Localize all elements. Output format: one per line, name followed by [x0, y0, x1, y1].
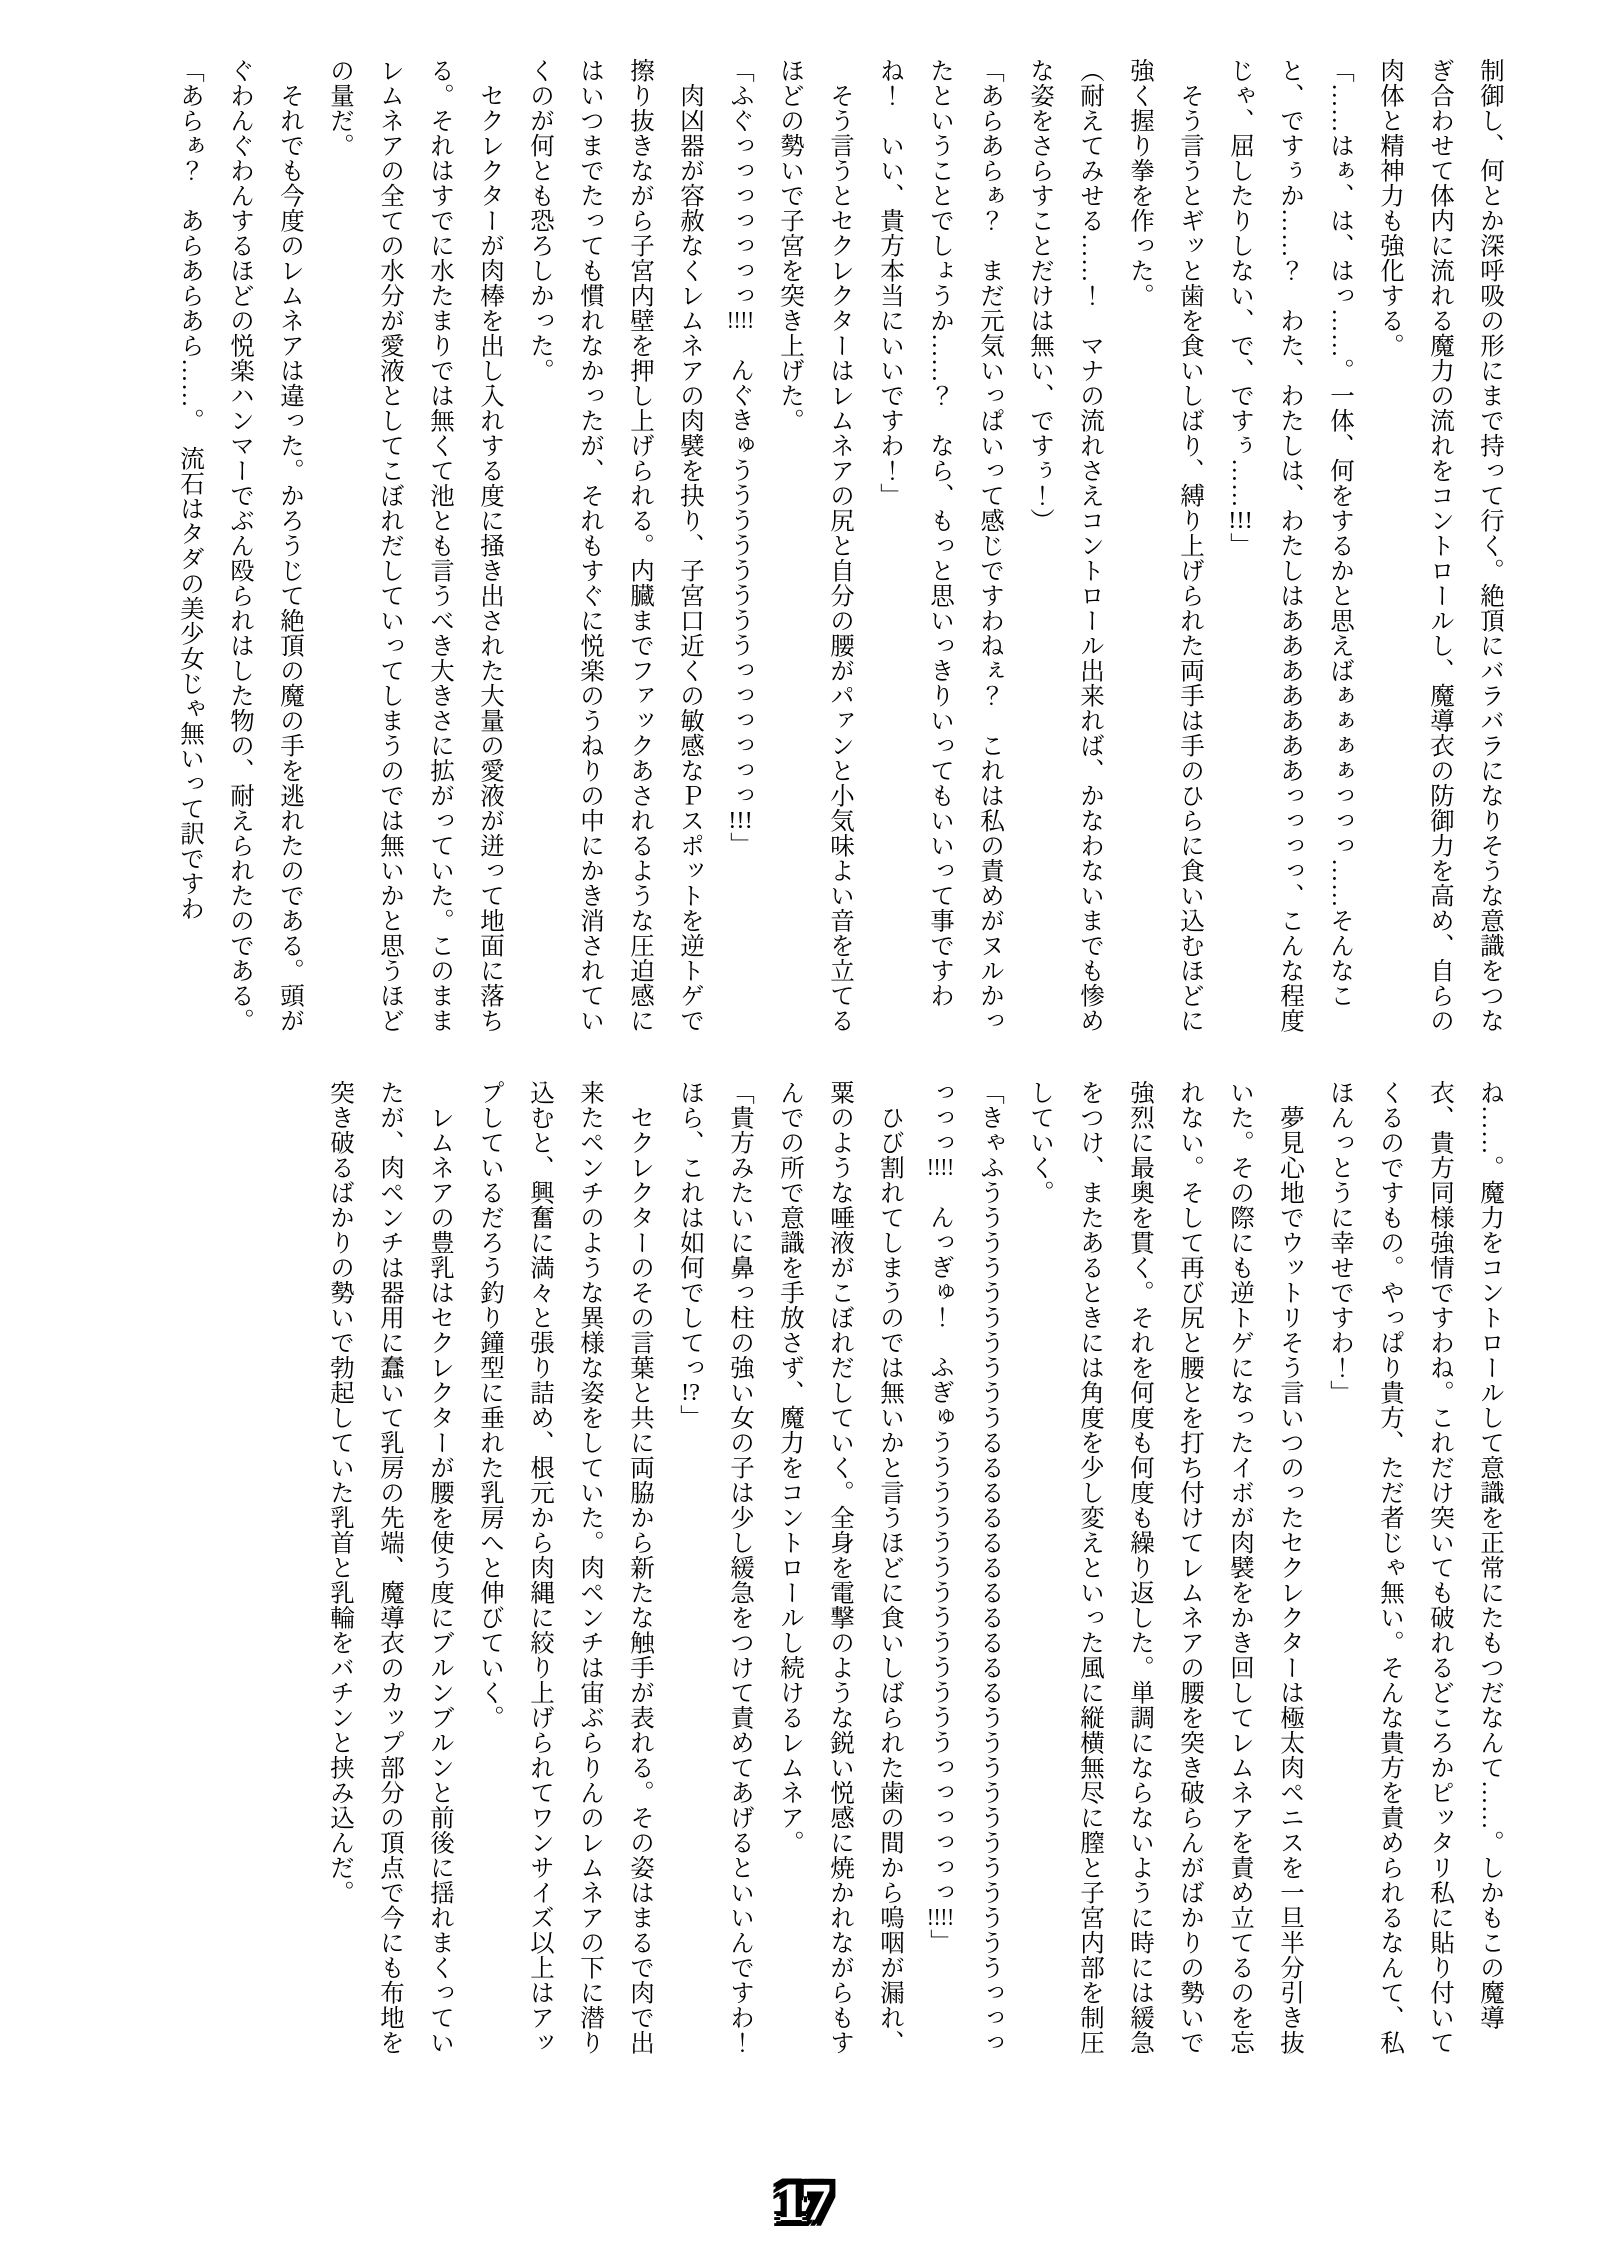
tatechuyoko-exclamation: !!! [728, 807, 753, 832]
paragraph: （耐えてみせる……！ マナの流れさえコントロール出来れば、かなわないまでも惨めな姿をさらすことだけは無い、ですぅ！） [1027, 58, 1104, 1033]
paragraph: 制御し、何とか深呼吸の形にまで持って行く。絶頂にバラバラになりそうな意識をつなぎ合わせて体内に流れる魔力の流れをコントロールし、魔導衣の防御力を高め、自らの肉体と精神力も強化する。 [1377, 58, 1504, 1033]
text-block-bottom [75, 1080, 1515, 2080]
tatechuyoko-exclamation: !!!! [727, 308, 754, 333]
tatechuyoko-exclamation: !!! [1228, 508, 1253, 533]
paragraph: 「あらぁ？ あらあらあら……。 流石はタダの美少女じゃ無いって訳ですわ [177, 58, 204, 921]
paragraph: そう言うとギッと歯を食いしばり、縛り上げられた両手は手のひらに食い込むほどに強く握り拳を作った。 [1127, 58, 1204, 1033]
paragraph: 「貴方みたいに鼻っ柱の強い女の子は少し緩急をつけて責めてあげるといいんですわ！ ほら、これは如何でしてっ!?」 [677, 1080, 754, 2080]
paragraph: ね……。魔力をコントロールして意識を正常にたもつだなんて……。しかもこの魔導衣、貴方同様強情ですわね。これだけ突いても破れるどころかピッタリ私に貼り付いてくるのですもの。やっぱり貴方、ただ者じゃ無い。そんな貴方を責められるなんて、私ほんっとうに幸せですわ！」 [1327, 1080, 1504, 2055]
paragraph: 肉凶器が容赦なくレムネアの肉襞を抉り、子宮口近くの敏感なＰスポットを逆トゲで擦り抜きながら子宮内壁を押し上げられる。内臓までファックあされるような圧迫感にはいつまでたっても慣れなかったが、それもすぐに悦楽のうねりの中にかき消されていくのが何とも恐ろしかった。 [527, 58, 704, 1033]
tatechuyoko-exclamation: !!!! [927, 1155, 954, 1180]
text-block-top [75, 58, 1515, 1042]
paragraph: 「きゃふううううううううううるるるるるるるるるるるうううううううううううっっっっっっ!!!! んっぎゅ！ ふぎゅうううううううううううううっっっっっっ!!!!」 [927, 1080, 1004, 2055]
paragraph: 夢見心地でウットリそう言いつのったセクレクターは極太肉ペニスを一旦半分引き抜いた。その際にも逆トゲになったイボが肉襞をかき回してレムネアを責め立てるのを忘れない。そして再び尻と腰とを打ち付けてレムネアの腰を突き破らんがばかりの勢いで強烈に最奥を貫く。それを何度も何度も繰り返した。単調にならないように時には緩急をつけ、またあるときには角度を少し変えといった風に縦横無尽に膣と子宮内部を制圧していく。 [1027, 1080, 1304, 2055]
page-number: 17 [773, 2176, 827, 2232]
paragraph: 「ふぐっっっっっっっ!!!! んぐきゅううううううううっっっっっっ!!!」 [727, 58, 754, 857]
paragraph: それでも今度のレムネアは違った。かろうじて絶頂の魔の手を逃れたのである。頭がぐわんぐわんするほどの悦楽ハンマーでぶん殴られはした物の、耐えられたのである。 [227, 58, 304, 1033]
tatechuyoko-exclamation: !? [680, 1380, 701, 1405]
paragraph: セクレクターのその言葉と共に両脇から新たな触手が表れる。その姿はまるで肉で出来たペンチのような異様な姿をしていた。肉ペンチは宙ぶらりんのレムネアの下に潜り込むと、興奮に満々と張り詰め、根元から肉縄に絞り上げられてワンサイズ以上はアップしているだろう釣り鐘型に垂れた乳房へと伸びていく。 [477, 1080, 654, 2055]
paragraph: 「あらあらぁ？ まだ元気いっぱいって感じですわねぇ？ これは私の責めがヌルかったということでしょうか……？ なら、もっと思いっきりいってもいいって事ですわね！ いい、貴方本当にいいですわ！」 [877, 58, 1004, 1033]
paragraph: そう言うとセクレクターはレムネアの尻と自分の腰がパァンと小気味よい音を立てるほどの勢いで子宮を突き上げた。 [777, 58, 854, 1033]
paragraph: ひび割れてしまうのでは無いかと言うほどに食いしばられた歯の間から嗚咽が漏れ、粟のような唾液がこぼれだしていく。全身を電撃のような鋭い悦感に焼かれながらもすんでの所で意識を手放さず、魔力をコントロールし続けるレムネア。 [777, 1080, 904, 2055]
paragraph: 「……はぁ、は、はっ……。一体、何をするかと思えばぁぁぁぁっっっ……そんなこと、ですぅか……？ わた、わたしは、わたしはあああああああっっっっ、こんな程度じゃ、屈したりしない、で、ですぅ……!!!」 [1227, 58, 1354, 1033]
tatechuyoko-exclamation: !!!! [927, 1904, 954, 1929]
paragraph: レムネアの豊乳はセクレクターが腰を使う度にブルンブルンと前後に揺れまくっていたが、肉ペンチは器用に蠢いて乳房の先端、魔導衣のカップ部分の頂点で今にも布地を突き破るばかりの勢いで勃起していた乳首と乳輪をバチンと挟み込んだ。 [327, 1080, 454, 2055]
paragraph: セクレクターが肉棒を出し入れする度に掻き出された大量の愛液が迸って地面に落ちる。それはすでに水たまりでは無くて池とも言うべき大きさに拡がっていた。このままレムネアの全ての水分が愛液としてこぼれだしていってしまうのでは無いかと思うほどの量だ。 [327, 58, 504, 1033]
